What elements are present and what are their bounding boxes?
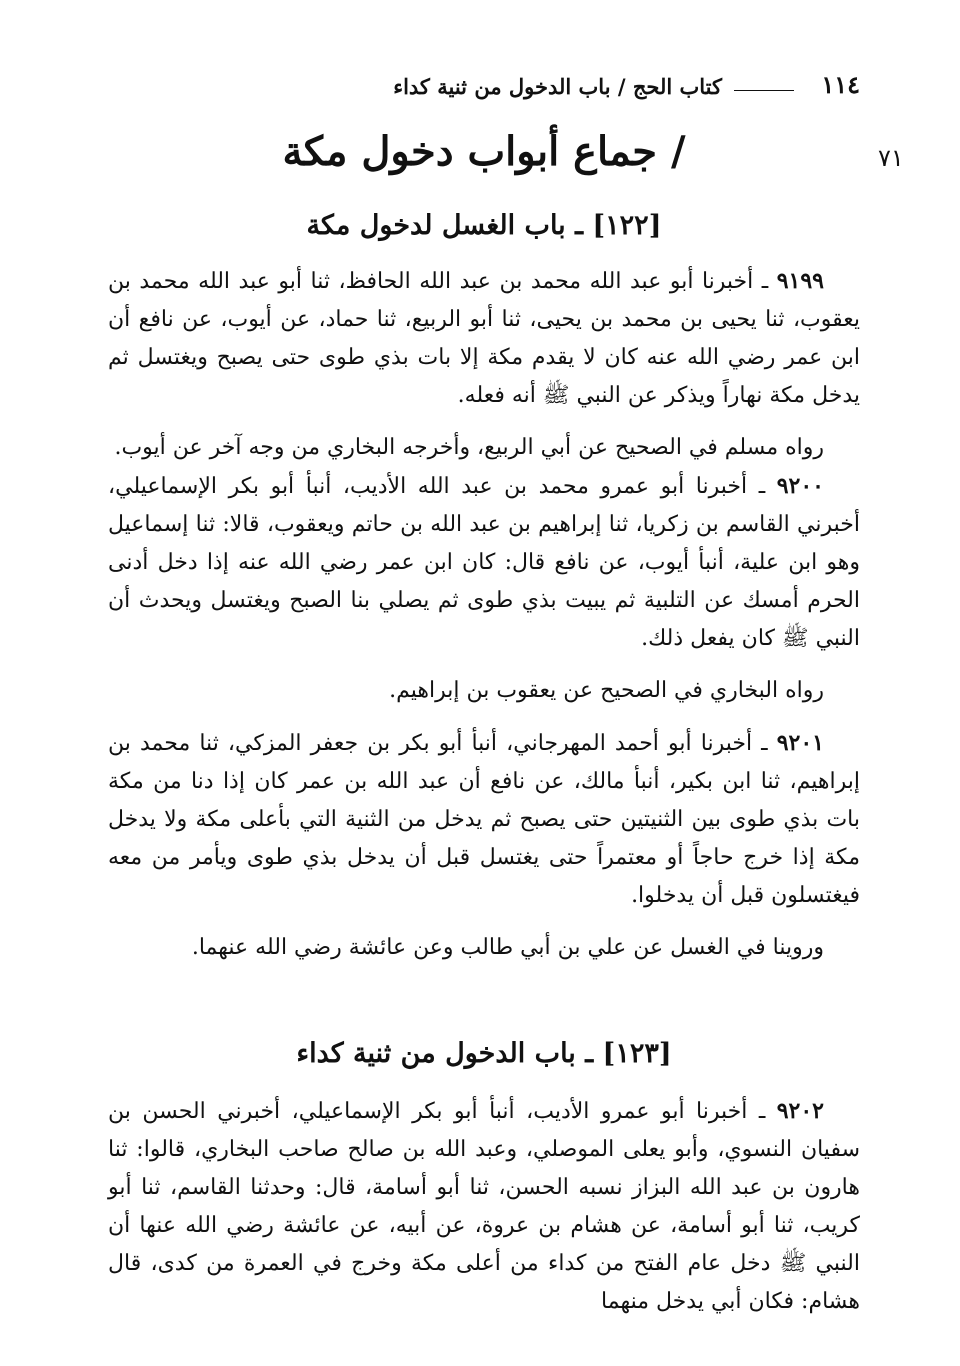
hadith-9200: [108, 467, 860, 658]
chapter-title: / جماع أبواب دخول مكة: [282, 128, 686, 175]
hadith-number: ٩٢٠٢: [776, 1098, 824, 1124]
margin-page-reference: ٧١: [878, 144, 904, 172]
hadith-text: ـ أخبرنا أبو أحمد المهرجاني، أنبأ أبو بكر بن جعفر المزكي، ثنا محمد بن إبراهيم، ثنا ابن بكير، أنبأ مالك، عن نافع أن عبد الله بن عمر كان إذا دنا من مكة بات بذي طوى بين الثنيتين حتى يصبح ثم يدخل من الثنية التي بأعلى مكة ولا يدخل مكة إذا خرج حاجاً أو معتمراً حتى يغتسل قبل أن يدخل بذي طوى ويأمر من معه فيغتسلون قبل أن يدخلوا.: [108, 731, 861, 908]
section-title-123: [١٢٣] ـ باب الدخول من ثنية كداء: [296, 1038, 672, 1069]
header-rule: [734, 90, 794, 91]
hadith-9202: [108, 1092, 860, 1321]
running-header: [108, 70, 860, 110]
header-title: كتاب الحج / باب الدخول من ثنية كداء: [393, 74, 722, 99]
hadith-9199: [108, 262, 860, 415]
hadith-number: ٩٢٠٠: [776, 473, 824, 499]
commentary-9200: رواه البخاري في الصحيح عن يعقوب بن إبراهيم.: [389, 678, 824, 703]
hadith-number: ٩٢٠١: [776, 730, 824, 756]
section-123-body: [108, 1092, 860, 1321]
hadith-number: ٩١٩٩: [776, 268, 824, 294]
commentary-9199: رواه مسلم في الصحيح عن أبي الربيع، وأخرجه البخاري من وجه آخر عن أيوب.: [114, 435, 824, 460]
commentary-9201: وروينا في الغسل عن علي بن أبي طالب وعن عائشة رضي الله عنهما.: [191, 935, 824, 960]
hadith-text: ـ أخبرنا أبو عبد الله محمد بن عبد الله الحافظ، ثنا أبو عبد الله محمد بن يعقوب، ثنا يحيى بن محمد بن يحيى، ثنا أبو الربيع، ثنا حماد، عن أيوب، عن نافع أن ابن عمر رضي الله عنه كان لا يقدم مكة إلا بات بذي طوى حتى يصبح ويغتسل ثم يدخل مكة نهاراً ويذكر عن النبي ﷺ أنه فعله.: [108, 269, 860, 408]
hadith-text: ـ أخبرنا أبو عمرو محمد بن عبد الله الأديب، أنبأ أبو بكر الإسماعيلي، أخبرني القاسم بن زكريا، ثنا إبراهيم بن عبد الله بن حاتم ويعقوب، قالا: ثنا إسماعيل وهو ابن علية، أنبأ أيوب، عن نافع قال: كان ابن عمر رضي الله عنه إذا دخل أدنى الحرم أمسك عن التلبية ثم يبيت بذي طوى ثم يصلي بنا الصبح ويغتسل ويحدث أن النبي ﷺ كان يفعل ذلك.: [108, 474, 860, 651]
hadith-9201: [108, 724, 860, 915]
hadith-text: ـ أخبرنا أبو عمرو الأديب، أنبأ أبو بكر الإسماعيلي، أخبرني الحسن بن سفيان النسوي، وأبو يعلى الموصلي، وعبد الله بن صالح صاحب البخاري، قالوا: ثنا هارون بن عبد الله البزاز نسبه الحسن، ثنا أبو أسامة، قال: وحدثنا القاسم، ثنا أبو كريب، ثنا أبو أسامة، عن هشام بن عروة، عن أبيه، عن عائشة رضي الله عنها أن النبي ﷺ دخل عام الفتح من كداء من أعلى مكة وخرج في العمرة من كدى، قال هشام: فكان أبي يدخل منهما: [108, 1099, 860, 1314]
page-number: ١١٤: [821, 70, 860, 99]
section-title-122: [١٢٢] ـ باب الغسل لدخول مكة: [306, 210, 662, 241]
section-122-body: [108, 262, 860, 967]
